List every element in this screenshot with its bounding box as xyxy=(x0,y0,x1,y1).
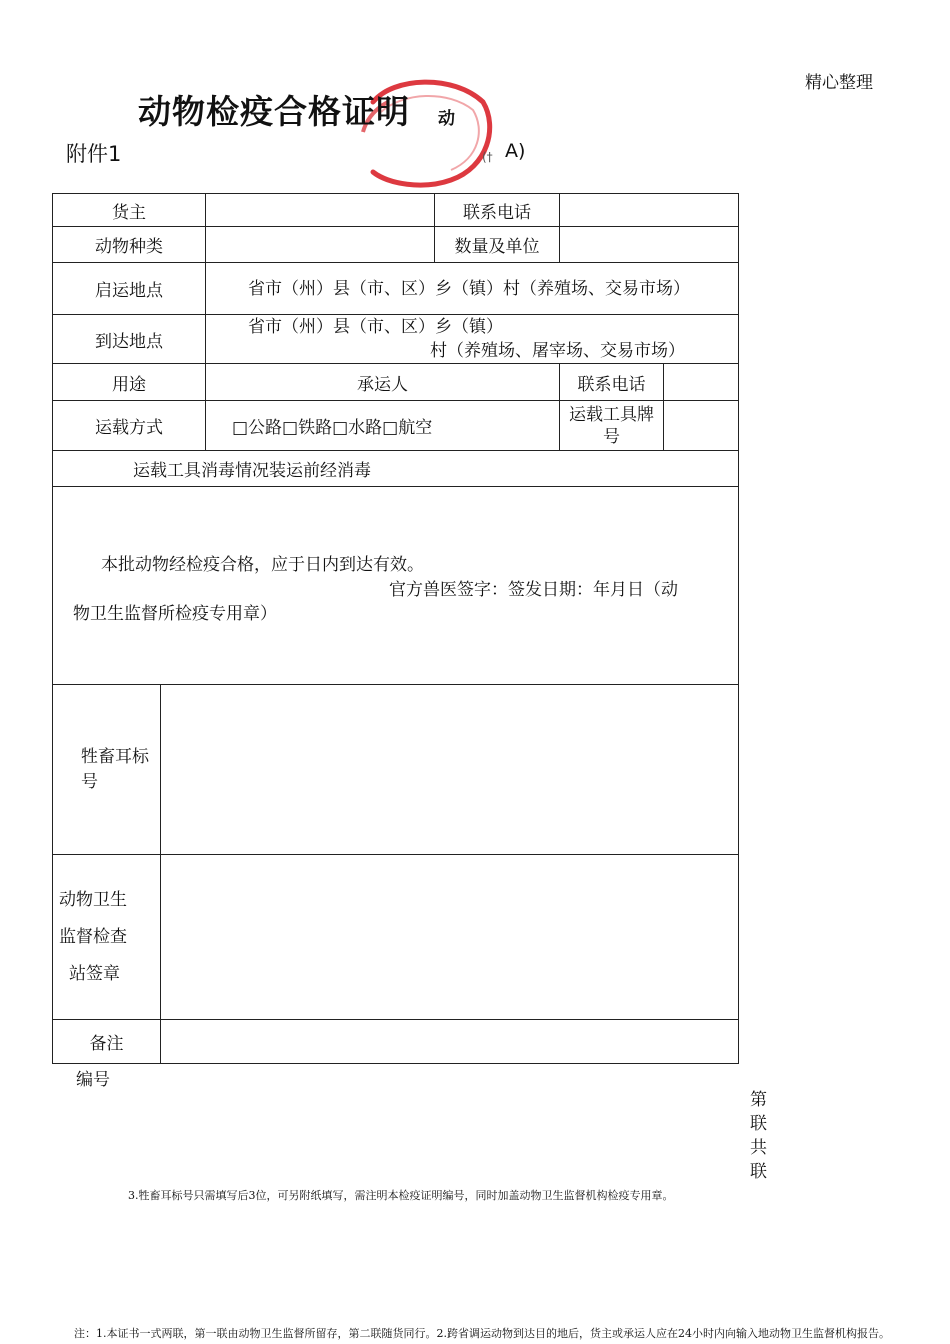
owner-value[interactable] xyxy=(206,194,435,227)
quantity-label: 数量及单位 xyxy=(435,227,560,263)
quantity-value[interactable] xyxy=(560,227,739,263)
destination-address[interactable] xyxy=(206,315,739,364)
document-title: 动物检疫合格证明 xyxy=(138,92,410,131)
vehicle-label: 运载工具牌号 xyxy=(560,401,664,451)
purpose-label: 用途 xyxy=(53,364,206,401)
remarks-label: 备注 xyxy=(53,1020,161,1064)
checkpoint-label-line-2: 监督检查 xyxy=(59,926,127,947)
checkpoint-label-line-1: 动物卫生 xyxy=(59,889,127,910)
certification-line-3: 物卫生监督所检疫专用章） xyxy=(73,603,277,624)
header-note: 精心整理 xyxy=(805,73,873,93)
copy-indicator-char: 第 xyxy=(750,1090,767,1110)
form-tag: A) xyxy=(505,140,526,162)
title-suffix: 动 xyxy=(438,109,455,129)
attachment-label: 附件1 xyxy=(66,142,122,166)
certification-line-2: 官方兽医签字：签发日期：年月日（动 xyxy=(389,579,678,600)
destination-line-2: 村（养殖场、屠宰场、交易市场） xyxy=(430,341,685,361)
origin-label: 启运地点 xyxy=(53,263,206,315)
owner-label: 货主 xyxy=(53,194,206,227)
transport-label: 运载方式 xyxy=(53,401,206,451)
disinfection-status: 运载工具消毒情况装运前经消毒 xyxy=(53,451,739,487)
carrier-phone-label: 联系电话 xyxy=(560,364,664,401)
copy-indicator-char: 联 xyxy=(750,1162,767,1182)
certificate-form xyxy=(52,193,739,1064)
checkpoint-label xyxy=(53,855,161,1020)
transport-options[interactable]: □公路□铁路□水路□航空 xyxy=(206,401,560,451)
copy-indicator xyxy=(750,1088,770,1184)
certification-line-1: 本批动物经检疫合格，应于日内到达有效。 xyxy=(101,554,424,575)
species-label: 动物种类 xyxy=(53,227,206,263)
vehicle-value[interactable] xyxy=(664,401,739,451)
destination-label: 到达地点 xyxy=(53,315,206,364)
footnote-notes: 注：1.本证书一式两联，第一联由动物卫生监督所留存，第二联随货同行。2.跨省调运动物到达目的地后，货主或承运人应在24小时内向输入地动物卫生监督机构报告。 xyxy=(74,1327,890,1340)
phone-value[interactable] xyxy=(560,194,739,227)
certification-statement xyxy=(53,488,738,684)
remarks-value[interactable] xyxy=(161,1020,739,1064)
carrier-phone-value[interactable] xyxy=(664,364,739,401)
eartag-label: 牲畜耳标号 xyxy=(53,685,161,855)
copy-indicator-char: 联 xyxy=(750,1114,767,1134)
footnote-3: 3.牲畜耳标号只需填写后3位，可另附纸填写，需注明本检疫证明编号，同时加盖动物卫生监督机构检疫专用章。 xyxy=(128,1189,674,1202)
species-value[interactable] xyxy=(206,227,435,263)
phone-label: 联系电话 xyxy=(435,194,560,227)
copy-indicator-char: 共 xyxy=(750,1138,767,1158)
form-tag-small: († xyxy=(482,150,493,164)
origin-address[interactable]: 省市（州）县（市、区）乡（镇）村（养殖场、交易市场） xyxy=(206,263,739,315)
eartag-value[interactable] xyxy=(161,685,739,855)
checkpoint-label-line-3: 站签章 xyxy=(69,963,120,984)
destination-line-1: 省市（州）县（市、区）乡（镇） xyxy=(248,317,503,337)
carrier-label: 承运人 xyxy=(206,364,560,401)
checkpoint-stamp-area[interactable] xyxy=(161,855,739,1020)
serial-number-label: 编号 xyxy=(76,1070,110,1090)
